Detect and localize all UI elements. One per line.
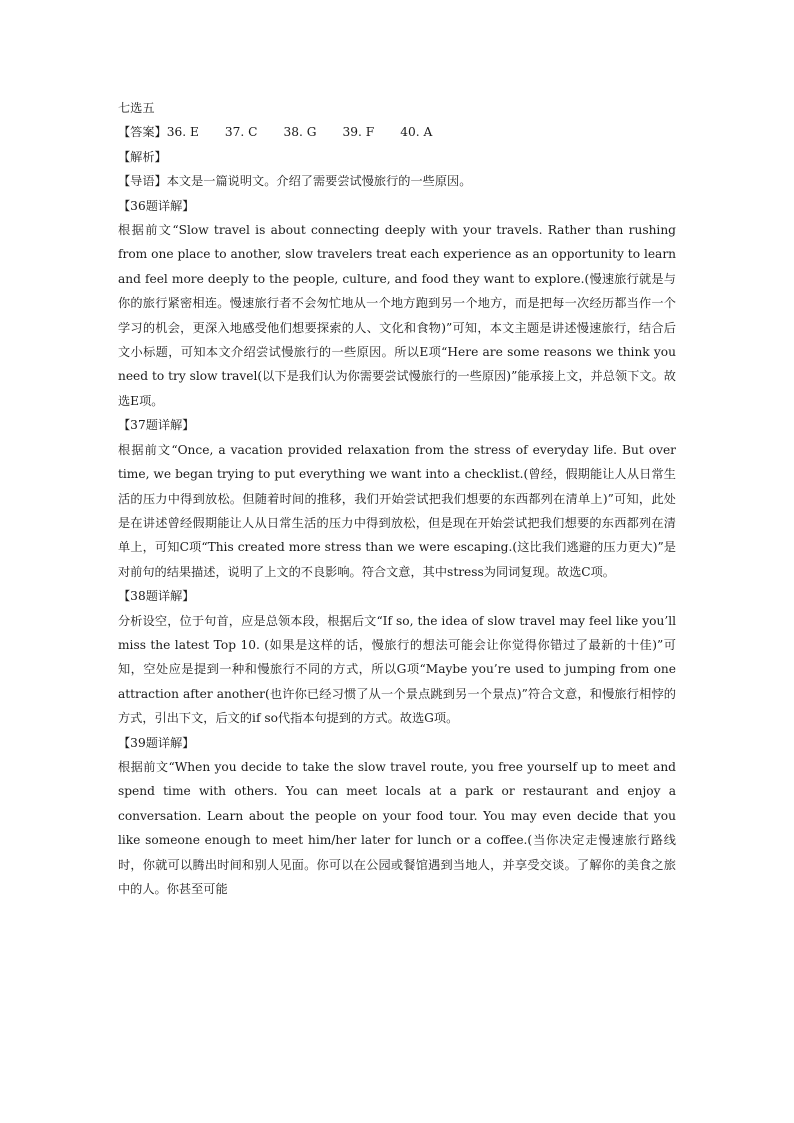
q36-heading: 【36题详解】 — [118, 198, 195, 213]
answer-line — [118, 120, 676, 144]
answer-37: 37. C — [224, 125, 258, 140]
document-page — [118, 96, 676, 901]
q37-explanation: 根据前文“Once, a vacation provided relaxation from the stress of everyday life. But over time, we began trying to put everything we want into a checklist.(曾经，假期能让人从日常生活的压力中得到放松。但随着时间的推移，我们开始尝试把我们想要的东西都列在清单上)”可知，此处是在讲述曾经假期能让人从日常生活的压力中得到放松，但是现在开始尝试把我们想要的东西都列在清单上，可知C项“This created more stress than we were escaping.(这比我们逃避的压力更大)”是对前句的结果描述，说明了上文的不良影响。符合文意，其中stress为同词复现。故选C项。 — [118, 442, 676, 579]
intro-paragraph: 【导语】本文是一篇说明文。介绍了需要尝试慢旅行的一些原因。 — [118, 174, 472, 189]
q39-explanation: 根据前文“When you decide to take the slow travel route, you free yourself up to meet and spend time with others. You can meet locals at a park or restaurant and enjoy a conversation. Learn about the people on your food tour. You may even decide that you like someone enough to meet him/her later for lunch or a coffee.(当你决定走慢速旅行路线时，你就可以腾出时间和别人见面。你可以在公园或餐馆遇到当地人，并享受交谈。了解你的美食之旅中的人。你甚至可能 — [118, 759, 676, 896]
answer-36: 36. E — [166, 125, 199, 140]
q36-explanation: 根据前文“Slow travel is about connecting deeply with your travels. Rather than rushing from one place to another, slow travelers treat each experience as an opportunity to learn and feel more deeply to the people, culture, and food they want to explore.(慢速旅行就是与你的旅行紧密相连。慢速旅行者不会匆忙地从一个地方跑到另一个地方，而是把每一次经历都当作一个学习的机会，更深入地感受他们想要探索的人、文化和食物)”可知，本文主题是讲述慢速旅行，结合后文小标题，可知本文介绍尝试慢旅行的一些原因。所以E项“Here are some reasons we think you need to try slow travel(以下是我们认为你需要尝试慢旅行的一些原因)”能承接上文，并总领下文。故选E项。 — [118, 223, 676, 408]
q38-explanation: 分析设空，位于句首，应是总领本段，根据后文“If so, the idea of slow travel may feel like you’ll miss the latest Top 10. (如果是这样的话，慢旅行的想法可能会让你觉得你错过了最新的十佳)”可知，空处应是提到一种和慢旅行不同的方式，所以G项“Maybe you’re used to jumping from one attraction after another(也许你已经习惯了从一个景点跳到另一个景点)”符合文意，和慢旅行相悖的方式，引出下文，后文的if so代指本句提到的方式。故选G项。 — [118, 613, 676, 726]
answer-39: 39. F — [342, 125, 375, 140]
q37-heading: 【37题详解】 — [118, 418, 195, 433]
section-title: 七选五 — [118, 101, 155, 115]
q38-heading: 【38题详解】 — [118, 589, 195, 604]
answer-label: 【答案】 — [118, 125, 167, 140]
q39-heading: 【39题详解】 — [118, 735, 195, 750]
answer-40: 40. A — [400, 125, 433, 140]
answer-38: 38. G — [283, 125, 317, 140]
analysis-label: 【解析】 — [118, 149, 167, 164]
